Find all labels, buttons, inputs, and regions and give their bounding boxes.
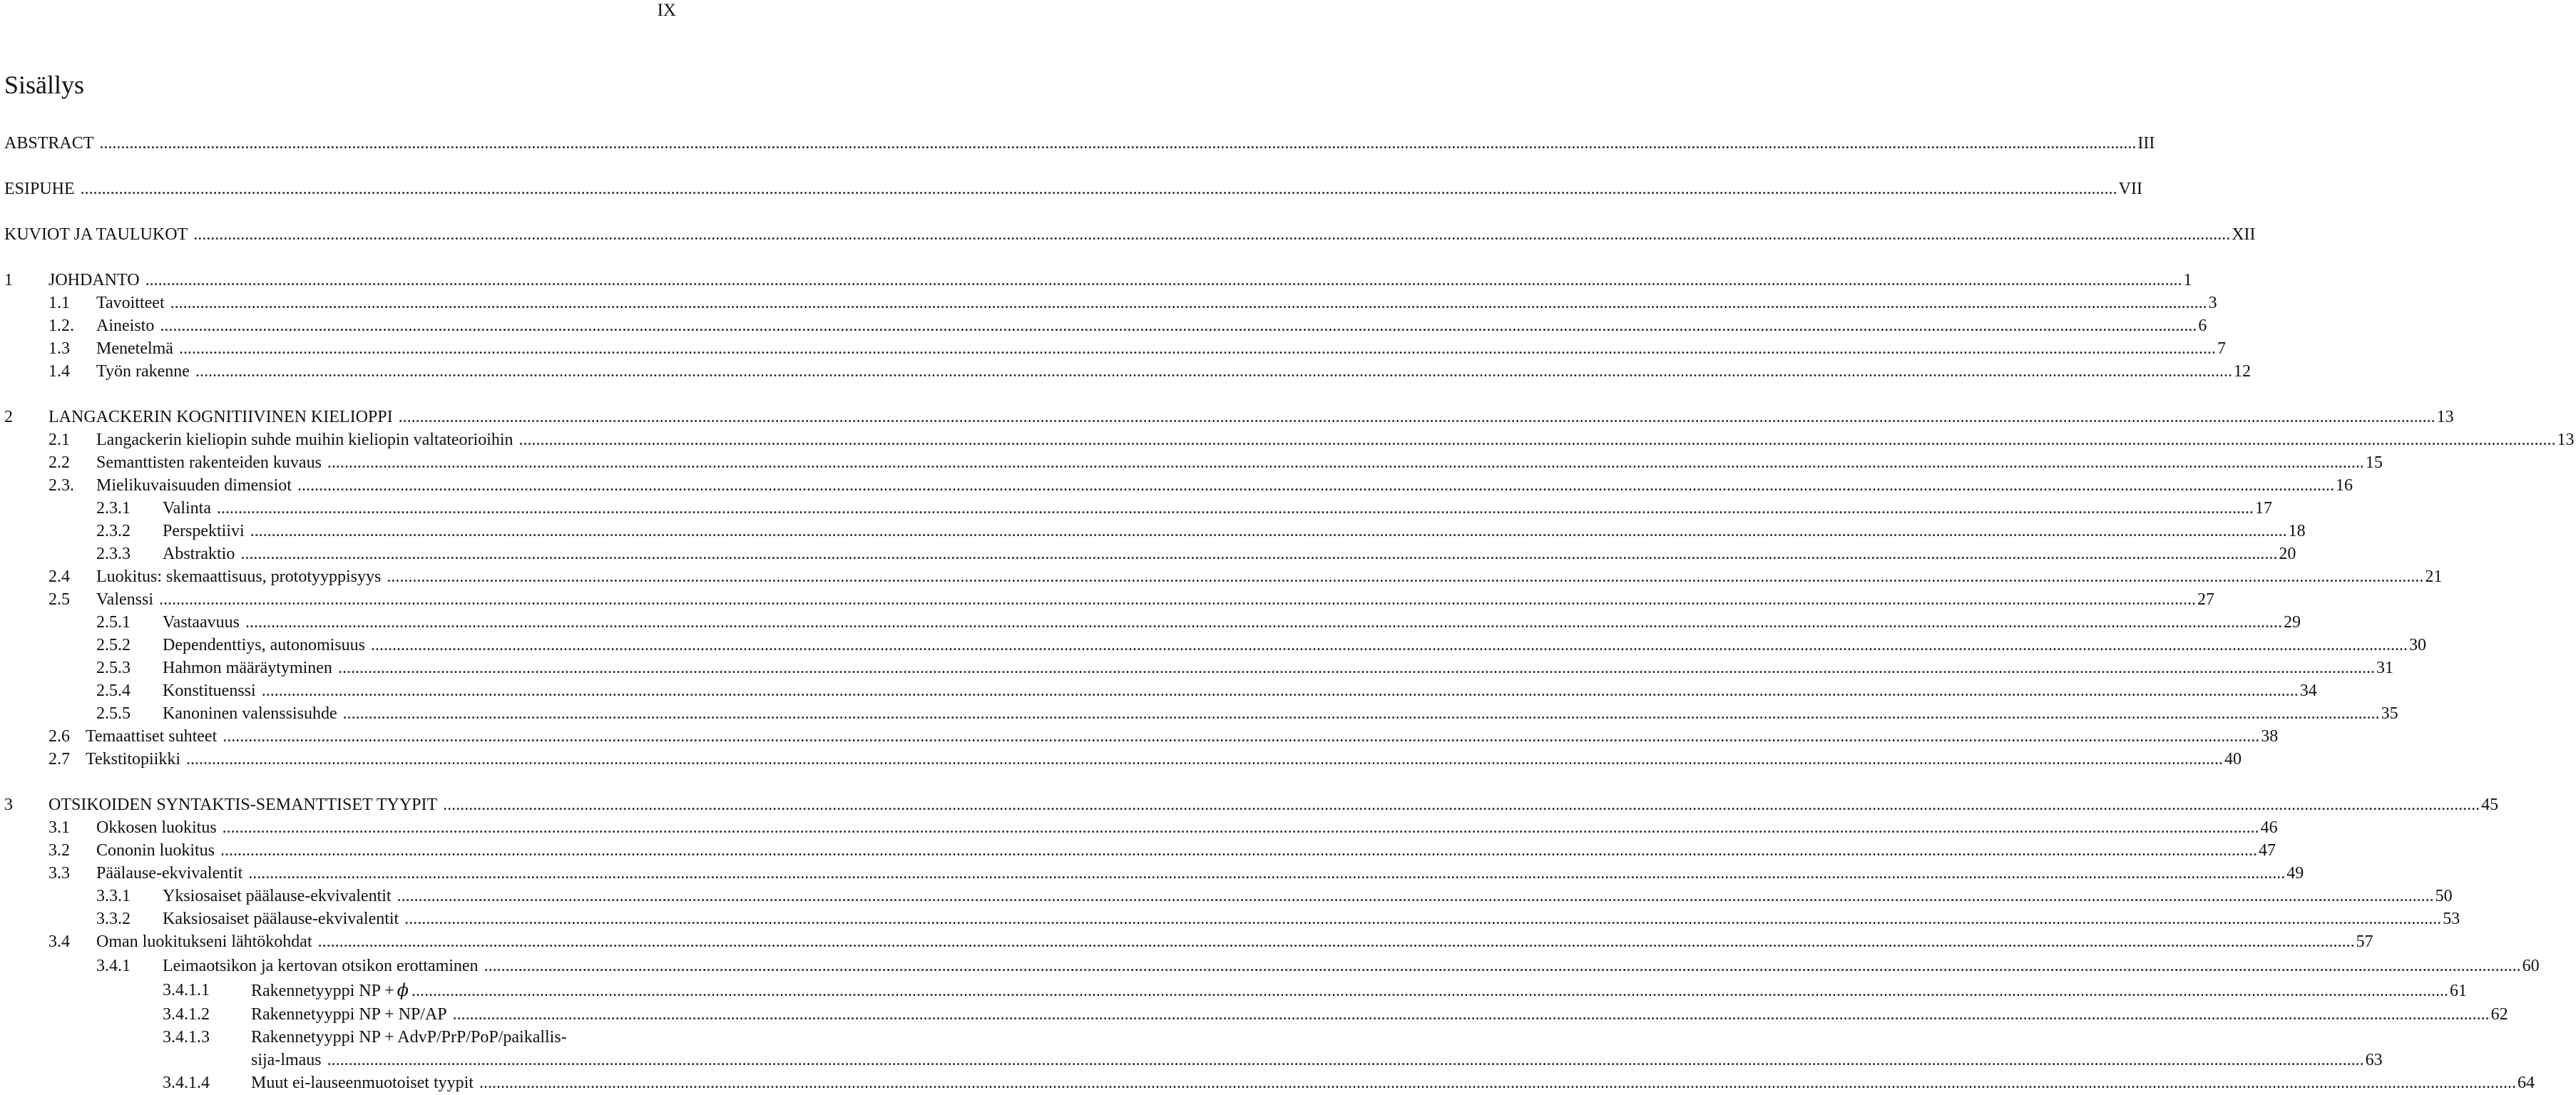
toc-entry-number: 3.2 — [48, 841, 70, 860]
toc-entry-title: LANGACKERIN KOGNITIIVINEN KIELIOPPI — [48, 408, 393, 426]
toc-entry-page: 30 — [2408, 636, 2426, 654]
toc-entry-page: 12 — [2233, 362, 2251, 381]
toc-entry-title: Työn rakenne — [96, 362, 190, 381]
toc-entry[interactable] — [0, 702, 2398, 725]
toc-entry[interactable] — [0, 520, 2306, 543]
toc-entry[interactable] — [0, 406, 2454, 428]
toc-entry-page: XII — [2232, 225, 2256, 244]
dot-leader: ............................................................................................................................................................................................................................................................................................................................................................................................................................................................................................ — [240, 545, 2278, 563]
toc-entry-page: 13 — [2436, 408, 2454, 426]
dot-leader: ............................................................................................................................................................................................................................................................................................................................................................................................................................................................................................ — [222, 818, 2259, 837]
toc-entry-number: 2 — [4, 408, 13, 426]
toc-entry[interactable] — [0, 314, 2207, 337]
toc-entry[interactable] — [0, 725, 2279, 748]
dot-leader: ............................................................................................................................................................................................................................................................................................................................................................................................................................................................................................ — [370, 636, 2408, 654]
toc-entry-number: 2.5 — [48, 590, 70, 609]
toc-entry-title: Leimaotsikon ja kertovan otsikon erottaminen — [163, 957, 479, 975]
toc-entry[interactable] — [0, 908, 2460, 930]
toc-entry-title: Valenssi — [96, 590, 153, 609]
toc-entry-number: 2.5.3 — [96, 659, 131, 677]
toc-entry[interactable] — [0, 816, 2278, 839]
toc-entry-title: Päälause-ekvivalentit — [96, 864, 243, 883]
dot-leader: ............................................................................................................................................................................................................................................................................................................................................................................................................................................................................................ — [261, 682, 2299, 700]
dot-leader: ............................................................................................................................................................................................................................................................................................................................................................................................................................................................................................ — [337, 659, 2375, 677]
toc-entry-page: 47 — [2259, 841, 2276, 860]
toc-entry-number: 3.3.1 — [96, 887, 131, 905]
toc-entry[interactable] — [0, 428, 2575, 451]
toc-entry[interactable] — [0, 634, 2426, 657]
toc-entry[interactable] — [0, 565, 2443, 588]
dot-leader: ............................................................................................................................................................................................................................................................................................................................................................................................................................................................................................ — [160, 317, 2197, 335]
dot-leader: ............................................................................................................................................................................................................................................................................................................................................................................................................................................................................................ — [245, 613, 2282, 632]
toc-entry[interactable] — [0, 955, 2540, 977]
toc-entry-page: 3 — [2208, 294, 2217, 312]
dot-leader: ............................................................................................................................................................................................................................................................................................................................................................................................................................................................................................ — [387, 567, 2424, 586]
toc-entry[interactable] — [0, 862, 2304, 885]
toc-entry-number: 2.2 — [48, 453, 70, 472]
toc-entry-number: 3.3.2 — [96, 910, 131, 928]
toc-entry[interactable] — [0, 269, 2192, 292]
toc-entry-title: JOHDANTO — [48, 271, 140, 289]
toc-entry-title: Kaksiosaiset päälause-ekvivalentit — [163, 910, 399, 928]
toc-entry-title: Vastaavuus — [163, 613, 240, 632]
toc-entry[interactable] — [0, 292, 2217, 314]
dot-leader: ............................................................................................................................................................................................................................................................................................................................................................................................................................................................................................ — [404, 910, 2442, 928]
dot-leader: ............................................................................................................................................................................................................................................................................................................................................................................................................................................................................................ — [484, 957, 2521, 975]
toc-entry[interactable] — [0, 132, 2155, 155]
toc-entry-page: VII — [2118, 180, 2142, 198]
dot-leader: ............................................................................................................................................................................................................................................................................................................................................................................................................................................................................................ — [223, 727, 2260, 746]
toc-entry-number: 1.4 — [48, 362, 70, 381]
toc-entry-page: 38 — [2261, 727, 2279, 746]
toc-entry[interactable] — [0, 793, 2499, 816]
toc-entry-title: Semanttisten rakenteiden kuvaus — [96, 453, 322, 472]
toc-entry-title: Temaattiset suhteet — [86, 727, 218, 746]
toc-entry-number: 2.5.2 — [96, 636, 131, 654]
dot-leader: ............................................................................................................................................................................................................................................................................................................................................................................................................................................................................................ — [159, 590, 2196, 609]
toc-entry-number: 1.1 — [48, 294, 70, 312]
dot-leader: ............................................................................................................................................................................................................................................................................................................................................................................................................................................................................................ — [297, 476, 2334, 495]
toc-entry[interactable] — [0, 223, 2256, 246]
toc-entry-title: Muut ei-lauseenmuotoiset tyypit — [251, 1074, 474, 1092]
dot-leader: ............................................................................................................................................................................................................................................................................................................................................................................................................................................................................................ — [397, 887, 2434, 905]
dot-leader: ............................................................................................................................................................................................................................................................................................................................................................................................................................................................................................ — [250, 522, 2287, 540]
toc-entry[interactable] — [0, 360, 2251, 383]
dot-leader: ............................................................................................................................................................................................................................................................................................................................................................................................................................................................................................ — [248, 864, 2286, 883]
dot-leader: ............................................................................................................................................................................................................................................................................................................................................................................................................................................................................................ — [317, 932, 2355, 951]
toc-entry-title: Abstraktio — [163, 545, 235, 563]
toc-entry-number: 1 — [4, 271, 13, 289]
toc-entry-page: 15 — [2365, 453, 2383, 472]
toc-entry-page: 21 — [2425, 567, 2443, 586]
toc-entry-number: 3.4.1.4 — [163, 1074, 210, 1092]
toc-entry-number: 3.4.1 — [96, 957, 131, 975]
toc-entry-title: Konstituenssi — [163, 682, 256, 700]
toc-entry-number: 3.4 — [48, 932, 70, 951]
toc-entry-number: 3 — [4, 796, 13, 814]
toc-entry-page: 27 — [2197, 590, 2214, 609]
toc-entry[interactable] — [0, 839, 2276, 862]
toc-entry-number: 2.3. — [48, 476, 74, 495]
toc-entry-number: 3.3 — [48, 864, 70, 883]
toc-entry[interactable] — [0, 611, 2301, 634]
toc-entry-page: 35 — [2381, 704, 2398, 723]
toc-entry-title: sija-lmaus — [251, 1051, 322, 1069]
toc-entry-number: 3.4.1.2 — [163, 1005, 210, 1024]
toc-entry-page: 64 — [2517, 1074, 2535, 1092]
toc-entry-number: 2.1 — [48, 431, 70, 449]
dot-leader: ............................................................................................................................................................................................................................................................................................................................................................................................................................................................................................ — [170, 294, 2207, 312]
toc-entry-number: 2.6 — [48, 727, 70, 746]
toc-entry-page: 7 — [2217, 339, 2226, 358]
dot-leader: ............................................................................................................................................................................................................................................................................................................................................................................................................................................................................................ — [479, 1074, 2516, 1092]
toc-entry-title: Aineisto — [96, 317, 155, 335]
toc-entry-number: 3.4.1.1 — [163, 981, 210, 999]
toc-entry-number: 2.3.1 — [96, 499, 131, 518]
toc-entry[interactable] — [0, 1003, 2508, 1026]
toc-entry-number: 2.7 — [48, 750, 70, 768]
dot-leader: ............................................................................................................................................................................................................................................................................................................................................................................................................................................................................................ — [216, 499, 2254, 518]
toc-entry[interactable] — [0, 543, 2296, 565]
toc-entry-page: 63 — [2365, 1051, 2383, 1069]
toc-entry-page: 49 — [2286, 864, 2304, 883]
dot-leader: ............................................................................................................................................................................................................................................................................................................................................................................................................................................................................................ — [327, 1051, 2364, 1069]
toc-entry-page: III — [2137, 134, 2155, 153]
toc-entry-page: 13 — [2557, 431, 2575, 449]
dot-leader: ............................................................................................................................................................................................................................................................................................................................................................................................................................................................................................ — [398, 408, 2436, 426]
toc-entry-page: 20 — [2279, 545, 2296, 563]
dot-leader: ............................................................................................................................................................................................................................................................................................................................................................................................................................................................................................ — [193, 225, 2231, 244]
toc-entry[interactable] — [0, 748, 2242, 771]
toc-entry-title: Mielikuvaisuuden dimensiot — [96, 476, 292, 495]
dot-leader: ............................................................................................................................................................................................................................................................................................................................................................................................................................................................................................ — [327, 453, 2364, 472]
toc-entry-page: 60 — [2522, 957, 2540, 975]
toc-entry-number: 2.3.3 — [96, 545, 131, 563]
toc-entry[interactable] — [0, 885, 2453, 908]
toc-entry[interactable] — [0, 451, 2383, 474]
toc-entry-page: 45 — [2481, 796, 2499, 814]
toc-entry-title: Dependenttiys, autonomisuus — [163, 636, 365, 654]
toc-entry-title: Luokitus: skemaattisuus, prototyyppisyys — [96, 567, 382, 586]
toc-entry-number: 2.5.4 — [96, 682, 131, 700]
toc-entry-number: 1.2. — [48, 317, 74, 335]
toc-entry-title: Tekstitopiikki — [86, 750, 180, 768]
dot-leader: ............................................................................................................................................................................................................................................................................................................................................................................................................................................................................................ — [178, 339, 2216, 358]
toc-entry-number: 3.1 — [48, 818, 70, 837]
toc-entry-title: Rakennetyyppi NP + NP/AP — [251, 1005, 447, 1024]
dot-leader: ............................................................................................................................................................................................................................................................................................................................................................................................................................................................................................ — [99, 134, 2137, 153]
toc-entry-page: 31 — [2376, 659, 2393, 677]
dot-leader: ............................................................................................................................................................................................................................................................................................................................................................................................................................................................................................ — [185, 750, 2223, 768]
toc-entry[interactable] — [0, 474, 2353, 497]
toc-entry-page: 34 — [2299, 682, 2317, 700]
toc-entry-page: 18 — [2288, 522, 2306, 540]
dot-leader: ............................................................................................................................................................................................................................................................................................................................................................................................................................................................................................ — [411, 982, 2448, 1000]
toc-entry-title: ESIPUHE — [4, 180, 75, 198]
toc-entry-title: Okkosen luokitus — [96, 818, 217, 837]
toc-entry-title: Menetelmä — [96, 339, 173, 358]
toc-entry-page: 50 — [2435, 887, 2453, 905]
toc-entry[interactable] — [0, 1071, 2535, 1094]
toc-entry-title: Yksiosaiset päälause-ekvivalentit — [163, 887, 392, 905]
toc-entry-title: Perspektiivi — [163, 522, 245, 540]
dot-leader: ............................................................................................................................................................................................................................................................................................................................................................................................................................................................................................ — [342, 704, 2380, 723]
toc-entry-title: Kanoninen valenssisuhde — [163, 704, 337, 723]
toc-entry-title: Oman luokitukseni lähtökohdat — [96, 932, 312, 951]
toc-entry-title: Hahmon määräytyminen — [163, 659, 332, 677]
toc-entry-page: 40 — [2224, 750, 2242, 768]
toc-entry-title: Valinta — [163, 499, 211, 518]
toc-entry-page: 53 — [2443, 910, 2460, 928]
toc-entry-title: KUVIOT JA TAULUKOT — [4, 225, 188, 244]
toc-entry-page: 46 — [2260, 818, 2278, 837]
toc-entry-number: 2.5.1 — [96, 613, 131, 632]
toc-entry-page: 1 — [2183, 271, 2192, 289]
dot-leader: ............................................................................................................................................................................................................................................................................................................................................................................................................................................................................................ — [443, 796, 2480, 814]
toc-entry-number: 2.4 — [48, 567, 70, 586]
toc-entry-page: 62 — [2490, 1005, 2508, 1024]
toc-entry[interactable] — [0, 657, 2393, 679]
toc-entry-page: 17 — [2254, 499, 2272, 518]
dot-leader: ............................................................................................................................................................................................................................................................................................................................................................................................................................................................................................ — [452, 1005, 2490, 1024]
toc-entry[interactable] — [0, 497, 2272, 520]
toc-entry[interactable] — [0, 588, 2214, 611]
toc-entry-page: 57 — [2356, 932, 2373, 951]
toc-entry-continuation[interactable] — [0, 1049, 2383, 1071]
toc-entry[interactable] — [0, 1026, 685, 1049]
toc-entry-title: Cononin luokitus — [96, 841, 215, 860]
dot-leader: ............................................................................................................................................................................................................................................................................................................................................................................................................................................................................................ — [220, 841, 2258, 860]
page-number: IX — [657, 1, 676, 20]
phi-symbol: ϕ — [397, 980, 409, 1000]
toc-entry-page: 6 — [2198, 317, 2207, 335]
toc-entry[interactable] — [0, 930, 2373, 953]
dot-leader: ............................................................................................................................................................................................................................................................................................................................................................................................................................................................................................ — [80, 180, 2117, 198]
dot-leader: ............................................................................................................................................................................................................................................................................................................................................................................................................................................................................................ — [518, 431, 2556, 449]
toc-entry-number: 2.5.5 — [96, 704, 131, 723]
toc-entry-page: 61 — [2449, 982, 2467, 1000]
toc-entry[interactable] — [0, 337, 2226, 360]
toc-entry-title: Tavoitteet — [96, 294, 165, 312]
toc-entry-title: ABSTRACT — [4, 134, 94, 153]
toc-title: Sisällys — [4, 71, 85, 99]
toc-entry-title: Rakennetyyppi NP + AdvP/PrP/PoP/paikallis- — [251, 1028, 567, 1047]
toc-entry-title: Rakennetyyppi NP + — [251, 982, 394, 1000]
toc-entry[interactable] — [0, 178, 2142, 200]
dot-leader: ............................................................................................................................................................................................................................................................................................................................................................................................................................................................................................ — [145, 271, 2182, 289]
toc-entry-number: 3.4.1.3 — [163, 1028, 210, 1047]
toc-entry-title: OTSIKOIDEN SYNTAKTIS-SEMANTTISET TYYPIT — [48, 796, 438, 814]
toc-entry-number: 1.3 — [48, 339, 70, 358]
toc-entry-page: 16 — [2335, 476, 2353, 495]
toc-entry-number: 2.3.2 — [96, 522, 131, 540]
dot-leader: ............................................................................................................................................................................................................................................................................................................................................................................................................................................................................................ — [195, 362, 2232, 381]
toc-entry[interactable] — [0, 679, 2317, 702]
toc-entry-title: Langackerin kieliopin suhde muihin kieliopin valtateorioihin — [96, 431, 513, 449]
toc-entry[interactable] — [0, 979, 2467, 1002]
toc-entry-page: 29 — [2283, 613, 2301, 632]
